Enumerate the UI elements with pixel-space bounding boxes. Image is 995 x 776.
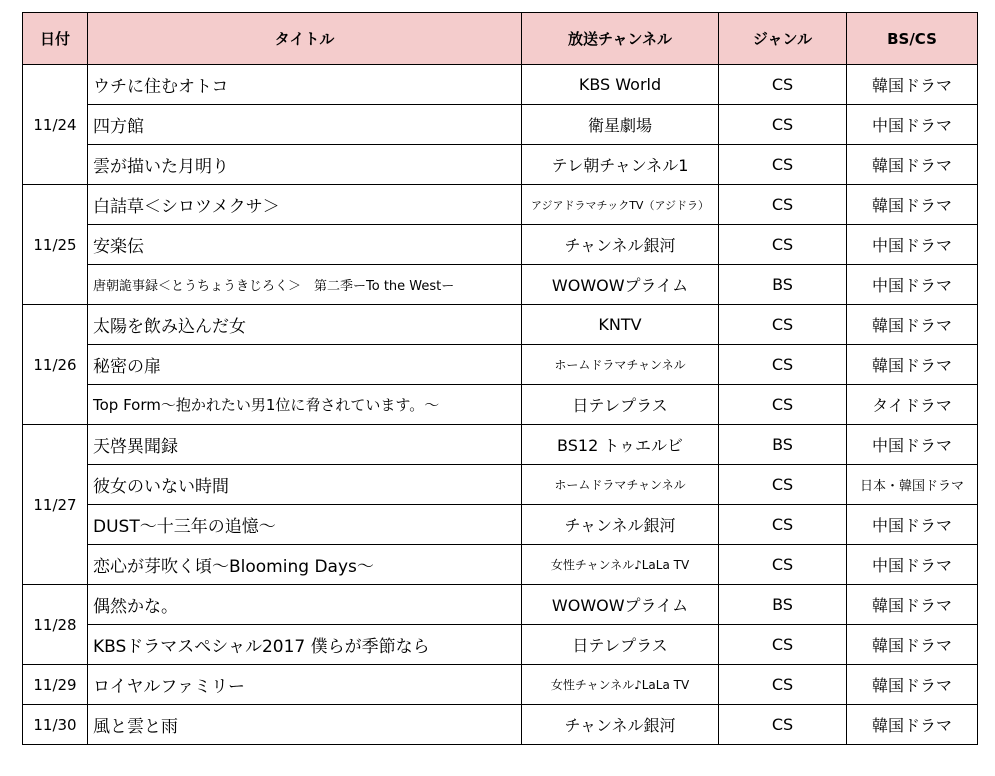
date-cell: 11/24 (23, 65, 88, 185)
table-row (23, 225, 978, 265)
bscs-cell: 中国ドラマ (847, 225, 978, 265)
genre-cell: CS (719, 705, 847, 745)
table-row (23, 505, 978, 545)
title-cell: 雲が描いた月明り (88, 145, 522, 185)
table-row (23, 305, 978, 345)
title-cell: ロイヤルファミリー (88, 665, 522, 705)
bscs-cell: 中国ドラマ (847, 505, 978, 545)
genre-cell: CS (719, 305, 847, 345)
table-row (23, 425, 978, 465)
bscs-cell: 韓国ドラマ (847, 185, 978, 225)
channel-cell: KBS World (522, 65, 719, 105)
date-cell: 11/28 (23, 585, 88, 665)
bscs-cell: 韓国ドラマ (847, 705, 978, 745)
channel-cell: アジアドラマチックTV（アジドラ） (522, 185, 719, 225)
bscs-cell: 中国ドラマ (847, 545, 978, 585)
bscs-cell: 中国ドラマ (847, 425, 978, 465)
table-row (23, 265, 978, 305)
bscs-cell: 韓国ドラマ (847, 305, 978, 345)
date-cell: 11/27 (23, 425, 88, 585)
genre-cell: BS (719, 585, 847, 625)
channel-cell: テレ朝チャンネル1 (522, 145, 719, 185)
title-cell: Top Form～抱かれたい男1位に脅されています。～ (88, 385, 522, 425)
channel-cell: ホームドラマチャンネル (522, 465, 719, 505)
genre-cell: CS (719, 65, 847, 105)
genre-cell: CS (719, 505, 847, 545)
bscs-cell: 韓国ドラマ (847, 65, 978, 105)
title-cell: 白詰草＜シロツメクサ＞ (88, 185, 522, 225)
table-row (23, 105, 978, 145)
table-row (23, 665, 978, 705)
table-header (23, 13, 978, 65)
title-cell: 太陽を飲み込んだ女 (88, 305, 522, 345)
title-cell: ウチに住むオトコ (88, 65, 522, 105)
title-cell: 秘密の扉 (88, 345, 522, 385)
date-cell: 11/26 (23, 305, 88, 425)
title-cell: 四方館 (88, 105, 522, 145)
bscs-cell: 韓国ドラマ (847, 585, 978, 625)
channel-cell: WOWOWプライム (522, 585, 719, 625)
title-cell: 彼女のいない時間 (88, 465, 522, 505)
title-cell: 偶然かな。 (88, 585, 522, 625)
table-row (23, 65, 978, 105)
header-title: タイトル (88, 13, 522, 65)
bscs-cell: 韓国ドラマ (847, 345, 978, 385)
genre-cell: CS (719, 625, 847, 665)
channel-cell: 日テレプラス (522, 625, 719, 665)
genre-cell: BS (719, 425, 847, 465)
table-row (23, 345, 978, 385)
title-cell: 恋心が芽吹く頃～Blooming Days～ (88, 545, 522, 585)
title-cell: 唐朝詭事録＜とうちょうきじろく＞ 第二季ーTo the Westー (88, 265, 522, 305)
channel-cell: 衛星劇場 (522, 105, 719, 145)
bscs-cell: 韓国ドラマ (847, 625, 978, 665)
title-cell: DUST～十三年の追憶～ (88, 505, 522, 545)
genre-cell: CS (719, 185, 847, 225)
header-row (23, 13, 978, 65)
genre-cell: CS (719, 665, 847, 705)
date-cell: 11/25 (23, 185, 88, 305)
genre-cell: CS (719, 145, 847, 185)
header-genre: ジャンル (719, 13, 847, 65)
header-date: 日付 (23, 13, 88, 65)
channel-cell: チャンネル銀河 (522, 505, 719, 545)
title-cell: 風と雲と雨 (88, 705, 522, 745)
table-row (23, 465, 978, 505)
table-row (23, 145, 978, 185)
channel-cell: 日テレプラス (522, 385, 719, 425)
channel-cell: WOWOWプライム (522, 265, 719, 305)
channel-cell: ホームドラマチャンネル (522, 345, 719, 385)
bscs-cell: 日本・韓国ドラマ (847, 465, 978, 505)
table-row (23, 185, 978, 225)
genre-cell: CS (719, 225, 847, 265)
table-row (23, 625, 978, 665)
header-channel: 放送チャンネル (522, 13, 719, 65)
table-body (23, 65, 978, 745)
table-row (23, 705, 978, 745)
genre-cell: CS (719, 385, 847, 425)
genre-cell: CS (719, 465, 847, 505)
date-cell: 11/29 (23, 665, 88, 705)
bscs-cell: 韓国ドラマ (847, 145, 978, 185)
drama-schedule-table (22, 12, 978, 745)
genre-cell: CS (719, 345, 847, 385)
table-row (23, 585, 978, 625)
channel-cell: チャンネル銀河 (522, 225, 719, 265)
channel-cell: 女性チャンネル♪LaLa TV (522, 545, 719, 585)
header-bscs: BS/CS (847, 13, 978, 65)
genre-cell: CS (719, 105, 847, 145)
title-cell: 天啓異聞録 (88, 425, 522, 465)
bscs-cell: タイドラマ (847, 385, 978, 425)
bscs-cell: 中国ドラマ (847, 105, 978, 145)
table-row (23, 545, 978, 585)
channel-cell: チャンネル銀河 (522, 705, 719, 745)
bscs-cell: 中国ドラマ (847, 265, 978, 305)
title-cell: KBSドラマスペシャル2017 僕らが季節なら (88, 625, 522, 665)
channel-cell: BS12 トゥエルビ (522, 425, 719, 465)
genre-cell: BS (719, 265, 847, 305)
bscs-cell: 韓国ドラマ (847, 665, 978, 705)
channel-cell: KNTV (522, 305, 719, 345)
genre-cell: CS (719, 545, 847, 585)
channel-cell: 女性チャンネル♪LaLa TV (522, 665, 719, 705)
title-cell: 安楽伝 (88, 225, 522, 265)
table-row (23, 385, 978, 425)
date-cell: 11/30 (23, 705, 88, 745)
